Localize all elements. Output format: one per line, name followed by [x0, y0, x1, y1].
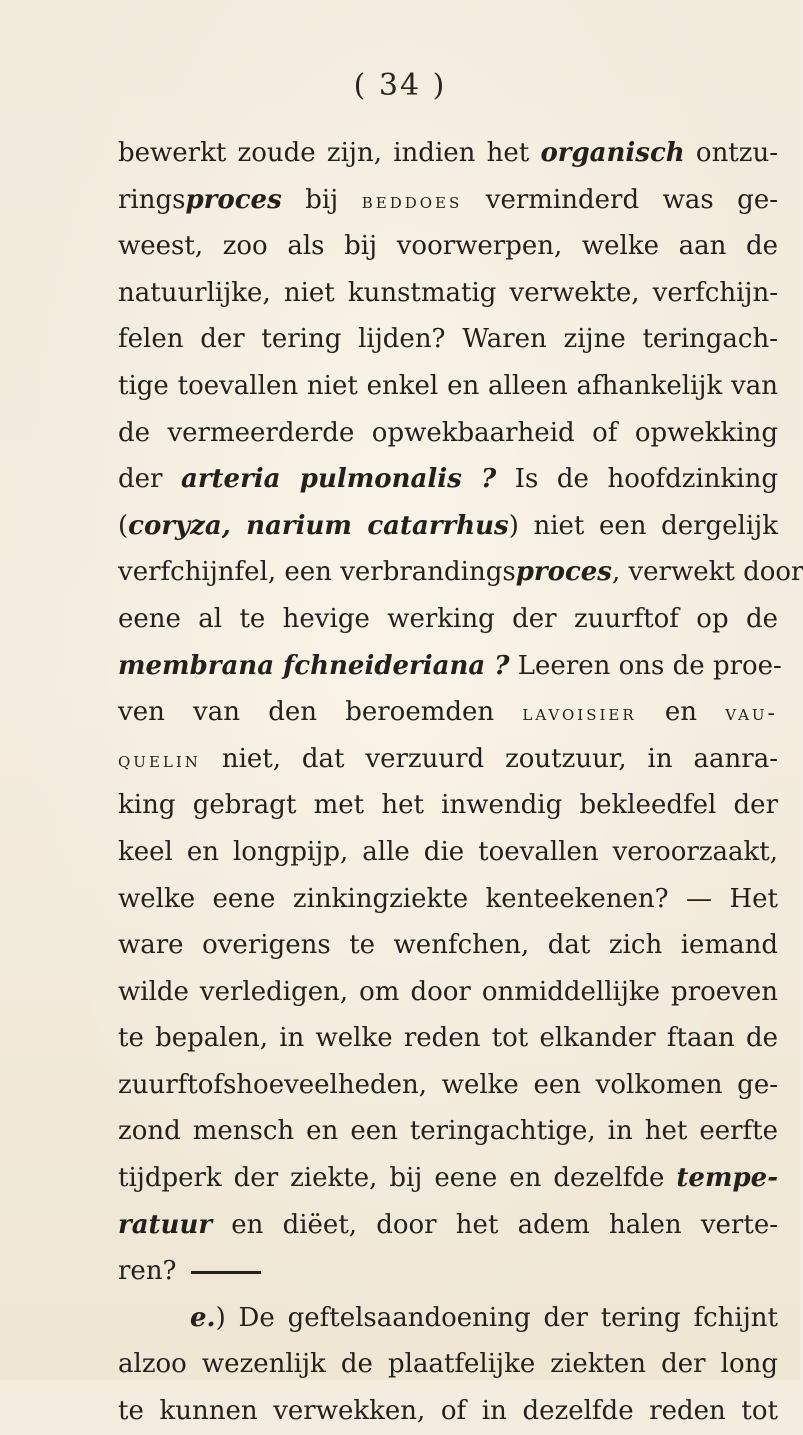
text-line: [118, 596, 778, 643]
text-span: zond mensch en een teringachtige, in het eerfte: [118, 1116, 778, 1147]
body-text: [118, 130, 803, 1435]
italic-text: tempe-: [676, 1163, 778, 1194]
text-line: [118, 1108, 778, 1155]
text-line: [118, 876, 778, 923]
text-span: king gebragt met het inwendig bekleedfel der: [118, 790, 778, 821]
text-line: [118, 363, 778, 410]
text-line: [118, 643, 782, 690]
text-line: [118, 549, 803, 596]
text-span: welke eene zinkingziekte kenteekenen? — Het: [118, 883, 778, 914]
text-line: [118, 270, 778, 317]
small-caps-name: vau-: [725, 701, 778, 727]
text-span: niet, dat verzuurd zoutzuur, in aanra-: [200, 743, 778, 774]
text-span: tige toevallen niet enkel en alleen afhankelijk van: [118, 370, 778, 401]
text-span: bewerkt zoude zijn, indien het: [118, 138, 541, 168]
text-span: de vermeerderde opwekbaarheid of opwekking: [118, 417, 778, 448]
text-line: [118, 1202, 778, 1249]
text-span: ren?: [118, 1256, 185, 1287]
text-span: (: [118, 510, 129, 541]
text-span: ware overigens te wenfchen, dat zich iemand: [118, 930, 778, 961]
italic-text: organisch: [540, 138, 685, 168]
text-span: der: [118, 464, 181, 495]
italic-text: ratuur: [118, 1209, 213, 1240]
small-caps-name: quelin: [118, 747, 201, 773]
text-line: [118, 130, 778, 177]
text-span: Leeren ons de proe-: [509, 650, 782, 681]
text-span: verminderd was ge-: [462, 184, 778, 215]
text-line: [118, 1062, 778, 1109]
text-span: wilde verledigen, om door onmiddellijke proeven: [118, 976, 778, 1007]
text-span: en: [636, 697, 726, 728]
text-line: [118, 1388, 778, 1435]
text-span: verfchijnfel, een verbrandings: [118, 557, 516, 588]
text-line: [118, 456, 778, 503]
text-span: en diëet, door het adem halen verte-: [212, 1209, 778, 1240]
text-span: ) De geftelsaandoening der tering fchijnt: [215, 1302, 778, 1333]
text-span: ontzu-: [684, 138, 778, 168]
text-line: [118, 177, 778, 224]
text-line: [118, 782, 778, 829]
text-line: [118, 736, 778, 783]
text-span: natuurlijke, niet kunstmatig verwekte, verfchijn-: [118, 277, 778, 308]
italic-text: membrana fchneideriana ?: [118, 650, 510, 681]
text-line: [118, 689, 778, 736]
text-line: [118, 1248, 778, 1295]
text-line: [118, 969, 778, 1016]
text-span: keel en longpijp, alle die toevallen veroorzaakt,: [118, 836, 778, 867]
text-line: [118, 223, 778, 270]
text-span: bij: [281, 184, 362, 215]
text-span: alzoo wezenlijk de plaatfelijke ziekten der long: [118, 1349, 778, 1380]
text-span: felen der tering lijden? Waren zijne teringach-: [118, 324, 778, 355]
page-number: ( 34 ): [353, 68, 447, 103]
text-span: eene al te hevige werking der zuurftof op de: [118, 603, 778, 634]
text-line: [118, 1015, 778, 1062]
text-span: ven van den beroemden: [118, 697, 523, 728]
italic-text: proces: [185, 184, 282, 215]
dash-rule: [191, 1271, 261, 1274]
text-span: zuurftofshoeveelheden, welke een volkomen ge-: [118, 1069, 778, 1100]
italic-text: arteria pulmonalis ?: [180, 464, 497, 495]
text-line: [118, 1341, 778, 1388]
text-span: , verwekt door: [611, 557, 803, 588]
text-line: [118, 1155, 778, 1202]
small-caps-name: lavoisier: [522, 701, 637, 727]
italic-text: proces: [515, 557, 612, 588]
italic-text: e.: [190, 1302, 216, 1333]
text-line: [118, 922, 778, 969]
text-span: weest, zoo als bij voorwerpen, welke aan de: [118, 231, 778, 262]
text-span: rings: [118, 184, 186, 215]
text-span: te bepalen, in welke reden tot elkander ftaan de: [118, 1023, 778, 1054]
text-span: ) niet een dergelijk: [508, 510, 779, 541]
text-line: [118, 503, 778, 550]
text-line: [118, 1295, 778, 1342]
italic-text: coryza, narium catarrhus: [128, 510, 509, 541]
small-caps-name: beddoes: [361, 188, 463, 214]
text-span: Is de hoofdzinking: [496, 464, 778, 495]
text-line: [118, 316, 778, 363]
text-span: te kunnen verwekken, of in dezelfde reden tot: [118, 1396, 778, 1427]
text-line: [118, 410, 778, 457]
text-line: [118, 829, 778, 876]
text-span: tijdperk der ziekte, bij eene en dezelfde: [118, 1163, 677, 1194]
